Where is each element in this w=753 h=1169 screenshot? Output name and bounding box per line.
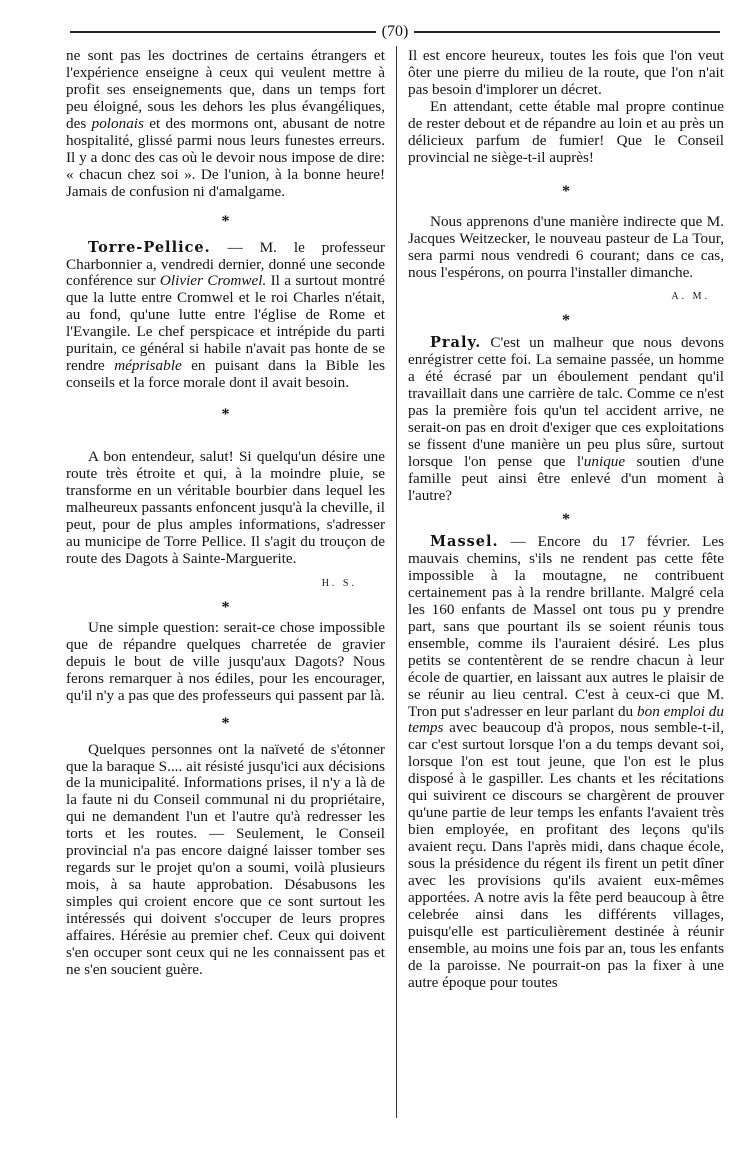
section-separator-asterisk: * [221, 212, 230, 230]
paragraph: ne sont pas les doctrines de certains étrangers et l'expérience enseigne à ceux qui veulent mettre à profit ses enseignements que, dans un temps fort peu éloigné, sous les dehors les plus évangéliques, des polonais et des mormons ont, abusant de notre hospitalité, glissé parmi nous leurs funestes erreurs. Il y a donc des cas où le devoir nous impose de dire: « chacun chez soi ». De l'union, à la bonne heure! Jamais de confusion ni d'amalgame. [66, 47, 386, 200]
header-rule-right [414, 31, 720, 33]
paragraph: Une simple question: serait-ce chose impossible que de répandre quelques charretée de gravier depuis le bout de ville jusqu'aux Dagots? Nous ferons remarquer à nos édiles, pour les encourager, qu'il n'y a pas que des professeurs qui passent par là. [66, 618, 385, 704]
page-number: (70) [381, 23, 409, 40]
paragraph: A bon entendeur, salut! Si quelqu'un désire une route très étroite et qui, à la moindre pluie, se transforme en un véritable bourbier dans lequel les malheureux passants enfoncent jusqu'à la cheville, il peut, pour de plus amples informations, s'adresser au municipe de Torre Pellice. Il s'agit du trouçon de route des Dagots à Sainte-Marguerite. [66, 448, 385, 567]
right-column [408, 48, 724, 992]
place-heading: Praly. [430, 334, 482, 352]
section-separator-asterisk: * [221, 598, 230, 616]
section-separator-asterisk: * [562, 182, 570, 200]
section-separator-asterisk: * [221, 406, 230, 424]
paragraph: Quelques personnes ont la naïveté de s'étonner que la baraque S.... ait résisté jusqu'ici aux décisions de la municipalité. Informations prises, il n'y a là de la faute ni du Conseil communal ni du propriétaire, qui ne demandent l'un et l'autre qu'à redresser les torts et les routes. — Seulement, le Conseil provincial n'a pas encore daigné laisser tomber ses regards sur le projet qu'on a soumi, voilà plusieurs mois, à sa haute approbation. Désabusons les simples qui croient encore que ce sont surtout les intéressés qui doivent s'occuper de leurs propres affaires. Hérésie au premier chef. Ceux qui doivent s'en occuper sont ceux qui ne les connaissent pas et ne s'en soucient guère. [66, 740, 385, 978]
section-separator-asterisk: * [562, 312, 570, 330]
paragraph: Il est encore heureux, toutes les fois que l'on veut ôter une pierre du milieu de la route, que l'on n'ait pas besoin d'implorer un décret. [408, 47, 724, 98]
paragraph-praly: Praly. C'est un malheur que nous devons enrégistrer cette foi. La semaine passée, un homme a été écrasé par un éboulement pendant qu'il travaillait dans une carrière de talc. Comme ce n'est pas la première fois qu'un tel accident arrive, ne serait-on pas en droit d'exiger que ces exploitations se fissent d'une manière un peu plus sûre, surtout lorsque l'on pense que l'unique soutien d'une famille peut ainsi être enlevé d'un moment à l'autre? [408, 334, 724, 505]
paragraph-massel: Massel. — Encore du 17 février. Les mauvais chemins, s'ils ne rendent pas cette fête impossible à la moutagne, ne contribuent certainement pas à la rendre brillante. Malgré cela les 160 enfants de Massel ont tous pu y prendre part, sans que pourtant ils se soient réunis tous ensemble, comme ils l'auraient désiré. Les plus petits se contentèrent de se rendre chacun à leur école de quartier, en laissant aux autres le plaisir de se réunir au lieu central. C'est à ceux-ci que M. Tron put s'adresser en leur parlant du bon emploi du temps avec beaucoup d'à propos, nous semble-t-il, car c'est surtout lorsque l'on a du temps devant soi, lorsque l'on est tout jeune, que l'on est le plus disposé à le gaspiller. Les chants et les récitations qui suivirent ce discours se chargèrent de prouver qu'une partie de leur temps les enfants l'avaient très bien employée, en profitant des leçons qu'ils avaient reçu. Dans l'après midi, dans chaque école, sous la présidence du régent ils firent un petit dîner avec les provisions qu'ils avaient eux-mêmes apportées. A notre avis la fête perd beaucoup à être celebrée ainsi dans les différents villages, puisqu'elle est particulièrement destinée à réunir ensemble, au moins une fois par an, tous les enfants de la paroisse. Ne pourrait-on pas la fixer à une autre époque pour toutes [408, 532, 724, 991]
paragraph: En attendant, cette étable mal propre continue de rester debout et de répandre au loin et au près un délicieux parfum de fumier! Que le Conseil provincial ne siège-t-il auprès! [408, 97, 724, 166]
signature: H. S. [321, 577, 357, 589]
section-separator-asterisk: * [221, 714, 230, 732]
place-heading: Torre-Pellice. [88, 238, 211, 256]
column-divider [396, 46, 397, 1118]
place-heading: Massel. [430, 532, 499, 550]
header-rule-left [70, 31, 376, 33]
page-header [70, 22, 720, 42]
paragraph: Nous apprenons d'une manière indirecte que M. Jacques Weitzecker, le nouveau pasteur de La Tour, sera parmi nous vendredi 6 courant; dans ce cas, nous l'espérons, on pourra l'installer dimanche. [408, 212, 724, 281]
paragraph-torre-pellice: Torre-Pellice. — M. le professeur Charbonnier a, vendredi dernier, donné une seconde conférence sur Olivier Cromwel. Il a surtout montré que la lutte entre Cromwel et le roi Charles n'était, au fond, qu'une lutte entre l'église de Rome et l'Evangile. Le chef perspicace et intrépide du parti puritain, ce général si habile n'avait pas honte de se rendre méprisable en puisant dans la Bible les conseils et la force morale dont il avait besoin. [66, 238, 385, 392]
section-separator-asterisk: * [562, 510, 570, 528]
signature: A. M. [671, 291, 710, 303]
left-column [66, 48, 385, 979]
